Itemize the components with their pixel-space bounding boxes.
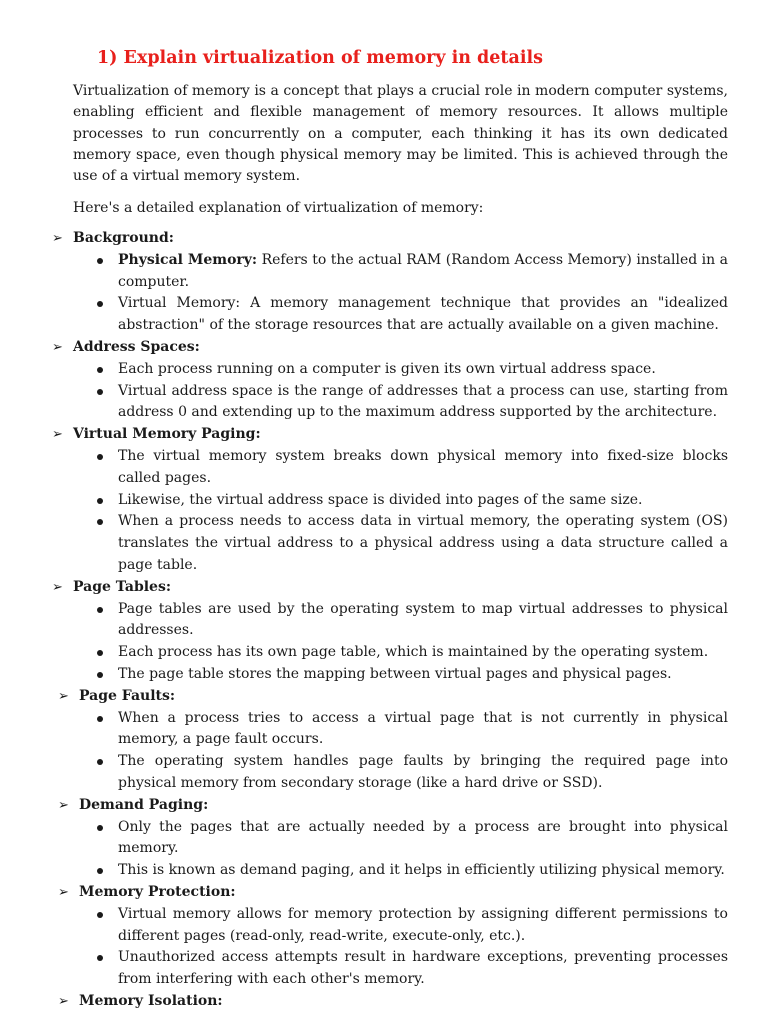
list-item [0,751,728,795]
bullet-dot-icon [97,955,103,961]
list-item [0,664,728,686]
bullet-list [0,599,768,686]
section-list [0,228,768,1013]
list-item [0,359,728,381]
bullet-dot-icon [97,672,103,678]
bullet-text: Virtual address space is the range of addresses that a process can use, starting from address 0 and extending up to the maximum address supported by the architecture. [118,382,728,421]
section [0,795,768,882]
bullet-dot-icon [97,389,103,395]
list-item [0,490,728,512]
section-heading-label: Virtual Memory Paging: [73,426,261,443]
bullet-list [0,904,768,991]
arrowhead-icon: ➢ [52,231,63,246]
bullet-dot-icon [97,498,103,504]
section-heading-label: Address Spaces: [73,338,200,355]
list-item [0,511,728,576]
page-title: 1) Explain virtualization of memory in details [97,48,544,68]
list-item [0,293,728,337]
section-heading [0,228,768,250]
section [0,991,768,1013]
bullet-text: Each process has its own page table, which is maintained by the operating system. [118,644,709,661]
list-item [0,947,728,991]
arrowhead-icon: ➢ [58,688,69,704]
bullet-text: Unauthorized access attempts result in hardware exceptions, preventing processes from interfering with each other's memory. [118,949,728,988]
section-heading [0,795,768,817]
section-heading-label: Background: [73,230,174,246]
bullet-text: When a process tries to access a virtual page that is not currently in physical memory, a page fault occurs. [118,709,728,748]
bullet-dot-icon [97,367,103,373]
section-heading-label: Memory Protection: [79,883,236,900]
section-heading [0,991,768,1013]
intro-paragraph: Virtualization of memory is a concept that plays a crucial role in modern computer systems, enabling efficient and flexible management of memory resources. It allows multiple processes to run concurrently on a computer, each thinking it has its own dedicated memory space, even though physical memory may be limited. This is achieved through the use of a virtual memory system. [73,83,728,185]
bullet-dot-icon [97,825,103,831]
bullet-term: Physical Memory: [118,251,258,268]
list-item [0,817,728,861]
bullet-text: The page table stores the mapping between virtual pages and physical pages. [118,665,672,682]
list-item [0,599,728,643]
section-heading-label: Memory Isolation: [79,992,223,1009]
list-item [0,250,728,294]
bullet-text: Virtual memory allows for memory protection by assigning different permissions to different pages (read-only, read-write, execute-only, etc.). [118,905,728,944]
section-heading [0,686,768,708]
arrowhead-icon: ➢ [52,427,63,443]
lead-paragraph: Here's a detailed explanation of virtualization of memory: [73,200,484,216]
bullet-list [0,817,768,882]
bullet-text: Only the pages that are actually needed by a process are brought into physical memory. [118,818,728,857]
section [0,337,768,424]
section-heading-label: Demand Paging: [79,796,209,813]
section-heading [0,424,768,446]
section [0,882,768,991]
bullet-list [0,250,768,337]
bullet-text: The operating system handles page faults by bringing the required page into physical memory from secondary storage (like a hard drive or SSD). [118,753,728,791]
bullet-dot-icon [97,454,103,460]
arrowhead-icon: ➢ [52,579,63,595]
list-item [0,708,728,752]
section [0,577,768,686]
section-heading [0,882,768,904]
bullet-dot-icon [97,650,103,656]
bullet-list [0,359,768,424]
bullet-dot-icon [97,301,103,307]
list-item [0,446,728,490]
bullet-text: Virtual Memory: A memory management technique that provides an "idealized abstraction" of the storage resources that are actually available on a given machine. [118,295,728,334]
bullet-dot-icon [97,519,103,525]
bullet-dot-icon [97,868,103,874]
section-heading-label: Page Tables: [73,578,172,595]
arrowhead-icon: ➢ [58,797,69,813]
section-heading [0,577,768,599]
bullet-text: This is known as demand paging, and it helps in efficiently utilizing physical memory. [118,862,725,879]
bullet-text: Refers to the actual RAM (Random Access Memory) installed in a computer. [118,251,728,290]
bullet-text: Each process running on a computer is given its own virtual address space. [118,360,656,377]
bullet-text: The virtual memory system breaks down physical memory into fixed-size blocks called pages. [118,447,728,486]
section [0,424,768,577]
section-heading [0,337,768,359]
bullet-dot-icon [97,716,103,722]
bullet-dot-icon [97,607,103,613]
list-item [0,642,728,664]
arrowhead-icon: ➢ [52,339,63,355]
bullet-dot-icon [97,759,103,765]
list-item [0,860,728,882]
arrowhead-icon: ➢ [58,884,69,900]
list-item [0,381,728,425]
bullet-text: Page tables are used by the operating system to map virtual addresses to physical addresses. [118,600,728,639]
list-item [0,904,728,948]
section [0,228,768,337]
bullet-dot-icon [97,912,103,918]
bullet-list [0,708,768,795]
bullet-text: When a process needs to access data in virtual memory, the operating system (OS) translates the virtual address to a physical address using a data structure called a page table. [118,513,728,573]
bullet-text: Likewise, the virtual address space is divided into pages of the same size. [118,491,643,508]
section-heading-label: Page Faults: [79,687,176,704]
arrowhead-icon: ➢ [58,993,69,1009]
bullet-dot-icon [97,258,103,264]
section [0,686,768,795]
bullet-list [0,446,768,577]
